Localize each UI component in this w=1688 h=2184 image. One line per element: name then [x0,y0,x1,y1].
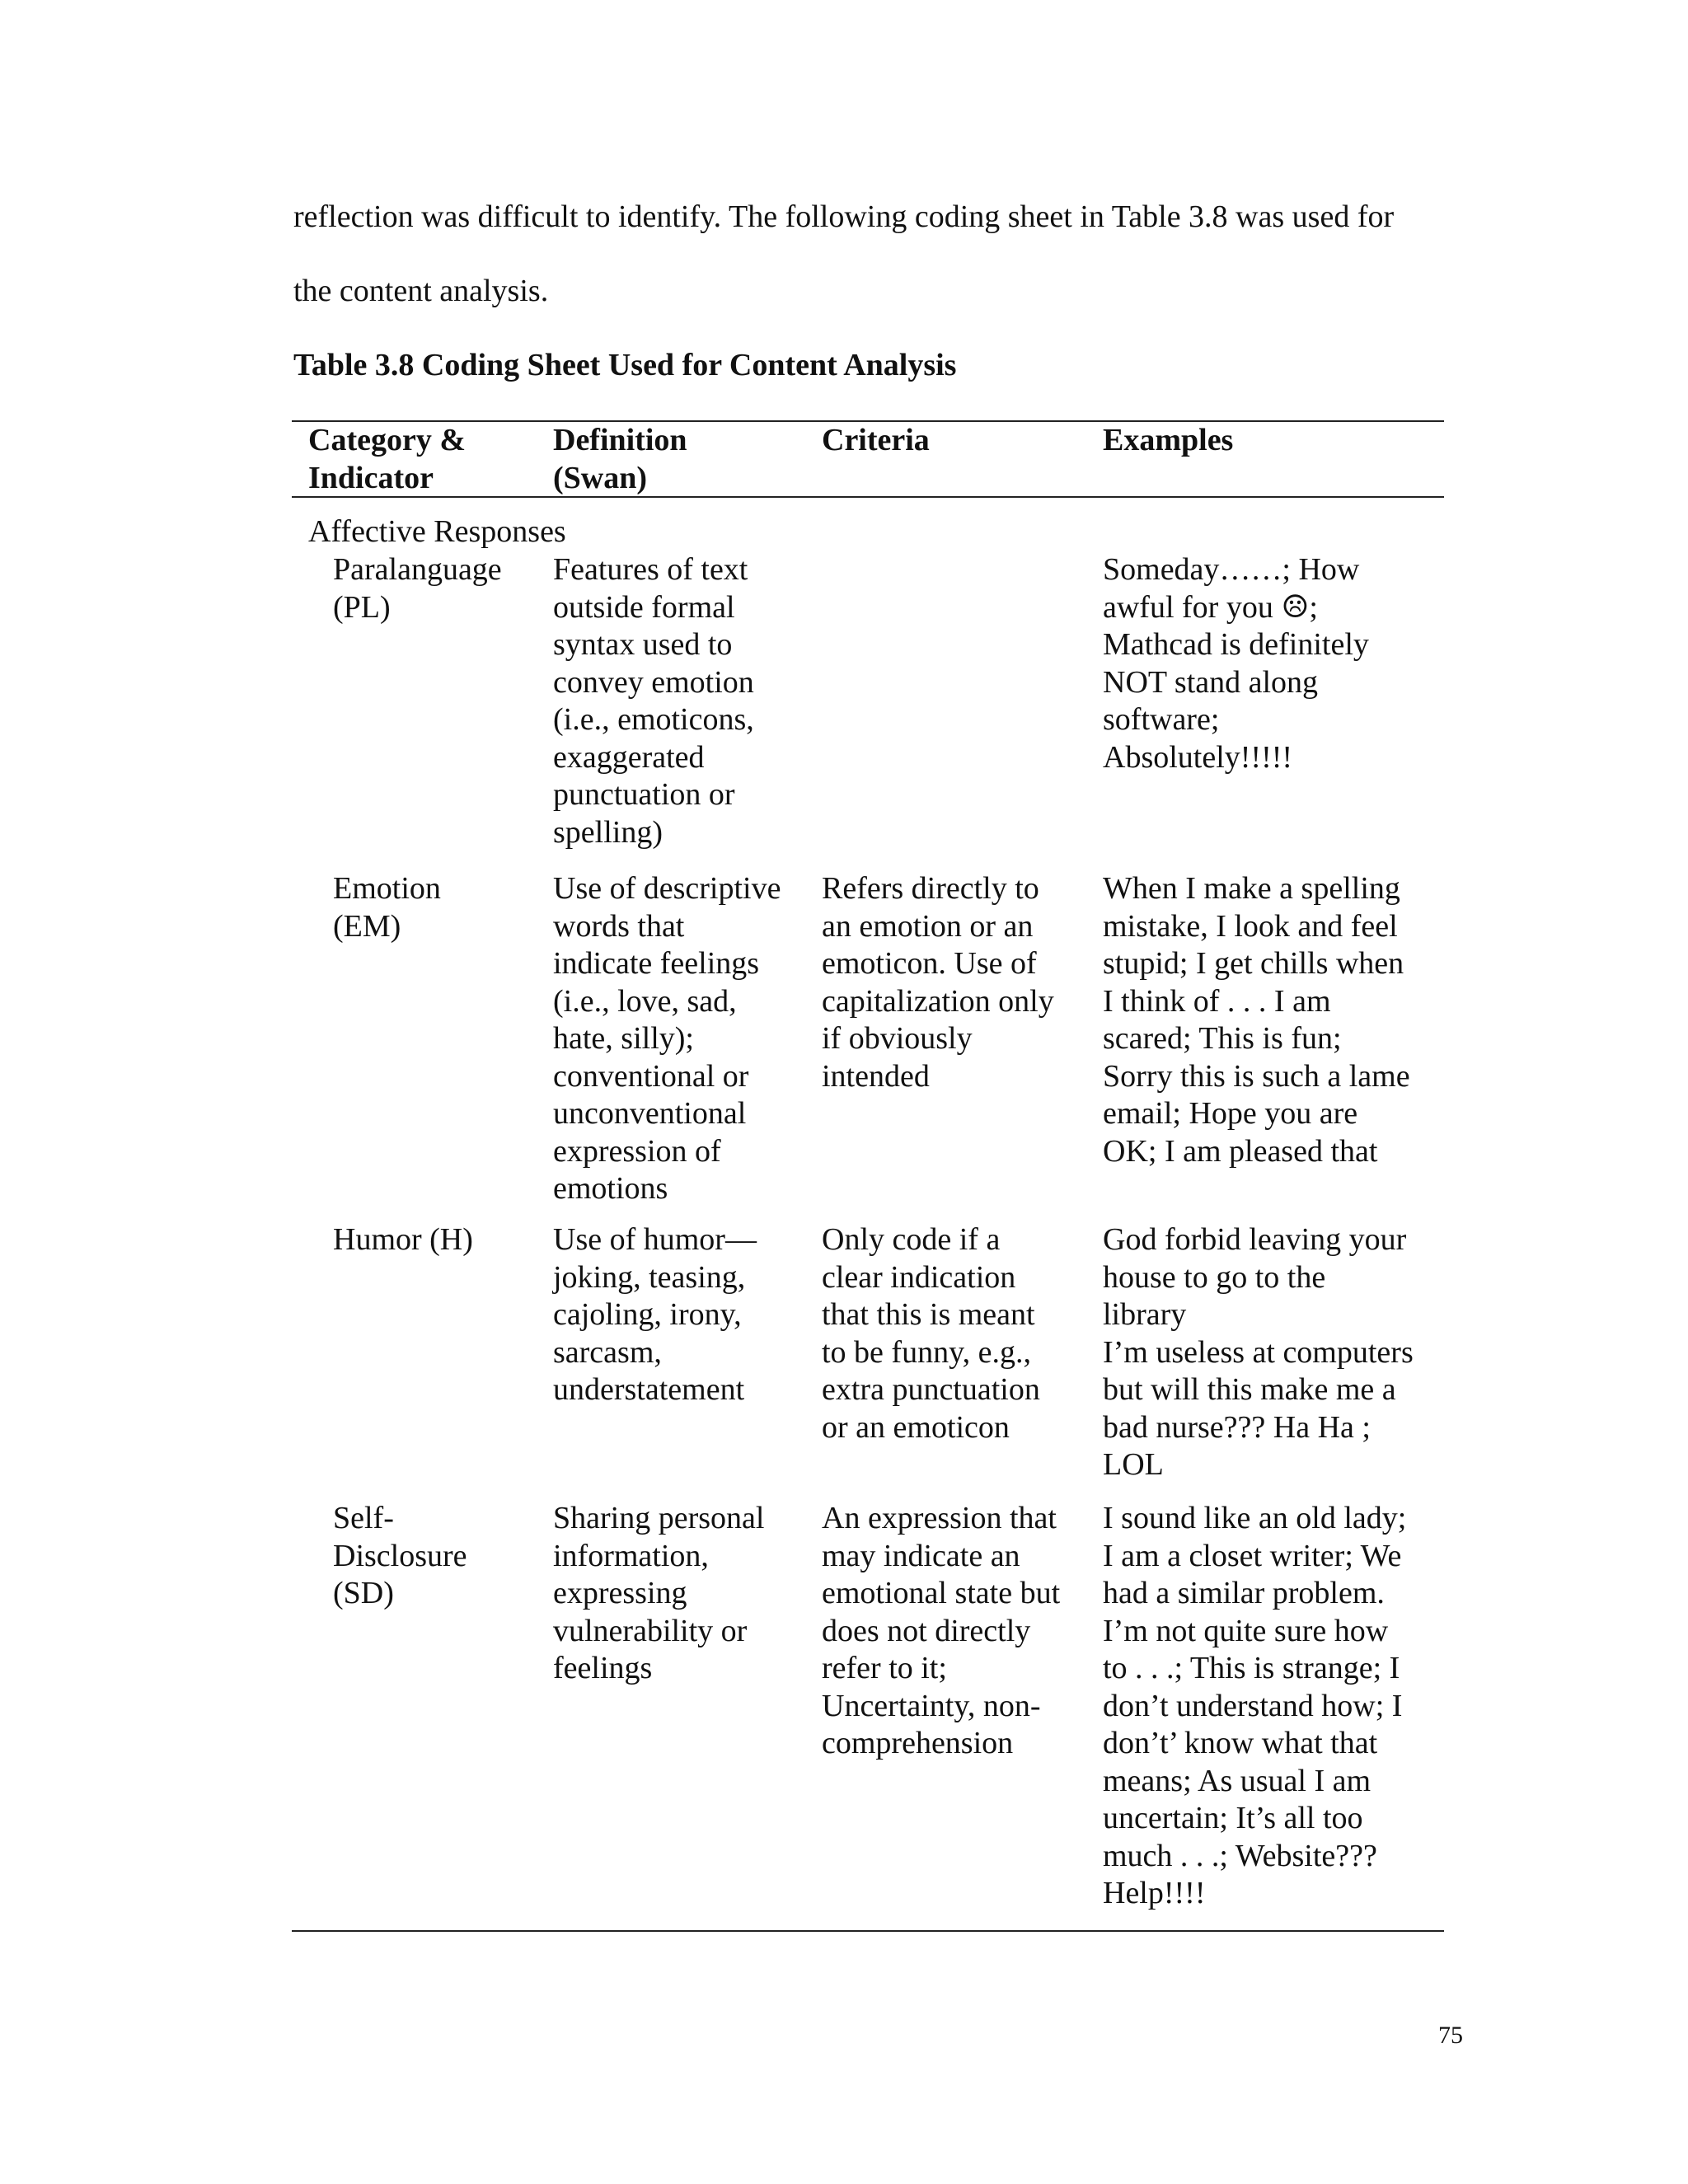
header-definition-line: (Swan) [553,460,648,495]
row-paralanguage-examples-line: awful for you ☹; [1103,589,1318,625]
row-paralanguage-definition-line: (i.e., emoticons, [553,702,754,737]
row-self-disclosure-examples-line: means; As usual I am [1103,1763,1372,1798]
row-paralanguage-examples-line: Absolutely!!!!! [1103,739,1293,775]
row-self-disclosure-definition-line: information, [553,1538,709,1573]
row-humor-examples-line: God forbid leaving your [1103,1222,1407,1257]
row-emotion-indicator-line: (EM) [333,908,401,944]
row-self-disclosure-examples-line: had a similar problem. [1103,1576,1385,1610]
row-humor-criteria-line: that this is meant [822,1297,1035,1332]
row-humor-criteria-line: extra punctuation [822,1372,1040,1407]
row-humor-definition [553,1221,757,1409]
row-humor-indicator [333,1221,473,1259]
row-emotion-definition-line: hate, silly); [553,1021,694,1056]
row-humor-indicator-line: Humor (H) [333,1222,473,1257]
row-emotion-examples-line: mistake, I look and feel [1103,908,1398,944]
row-self-disclosure-criteria-line: may indicate an [822,1538,1020,1573]
row-humor-examples-line: library [1103,1297,1187,1332]
row-paralanguage-indicator-line: (PL) [333,589,391,625]
row-emotion-definition-line: Use of descriptive [553,871,781,906]
table-bottom-rule [292,1930,1444,1932]
row-paralanguage-indicator-line: Paralanguage [333,552,502,587]
row-paralanguage-examples [1103,551,1369,776]
header-category-indicator-line: Category & [308,423,466,457]
row-self-disclosure-criteria-line: Uncertainty, non- [822,1688,1041,1723]
row-humor-criteria [822,1221,1040,1446]
page-number: 75 [1438,2022,1463,2049]
row-self-disclosure-definition-line: feelings [553,1651,653,1685]
row-self-disclosure-criteria [822,1500,1060,1763]
row-emotion-examples-line: scared; This is fun; [1103,1021,1342,1056]
row-self-disclosure-indicator [333,1500,467,1613]
row-paralanguage-definition-line: Features of text [553,552,748,587]
row-paralanguage-definition-line: outside formal [553,589,735,625]
row-humor-examples-line: bad nurse??? Ha Ha ; [1103,1409,1371,1445]
header-examples [1103,422,1233,460]
row-humor-definition-line: understatement [553,1372,745,1407]
row-emotion-examples [1103,870,1410,1170]
row-emotion-criteria-line: capitalization only [822,983,1054,1019]
row-humor-criteria-line: Only code if a [822,1222,1001,1257]
row-self-disclosure-examples-line: uncertain; It’s all too [1103,1801,1363,1835]
row-emotion-definition [553,870,781,1208]
row-humor-examples-line: I’m useless at computers [1103,1334,1414,1370]
row-paralanguage-examples-line: software; [1103,702,1220,737]
row-self-disclosure-examples-line: don’t understand how; I [1103,1688,1403,1723]
intro-text-line-1: reflection was difficult to identify. The following coding sheet in Table 3.8 was used for [293,199,1395,234]
row-paralanguage-definition-line: syntax used to [553,627,733,662]
row-emotion-definition-line: words that [553,908,685,944]
row-emotion-criteria-line: an emotion or an [822,908,1034,944]
header-category-indicator-line: Indicator [308,460,434,495]
row-emotion-examples-line: Sorry this is such a lame [1103,1058,1410,1094]
row-emotion-definition-line: emotions [553,1171,668,1206]
header-category-indicator [308,422,466,497]
row-humor-criteria-line: to be funny, e.g., [822,1334,1031,1370]
row-self-disclosure-indicator-line: (SD) [333,1576,394,1610]
row-self-disclosure-criteria-line: does not directly [822,1613,1031,1648]
row-self-disclosure-indicator-line: Disclosure [333,1538,467,1573]
row-emotion-criteria-line: intended [822,1058,930,1094]
row-self-disclosure-criteria-line: comprehension [822,1726,1014,1760]
row-self-disclosure-examples-line: I am a closet writer; We [1103,1538,1402,1573]
row-humor-examples-line: house to go to the [1103,1259,1326,1295]
row-humor-criteria-line: clear indication [822,1259,1016,1295]
row-emotion-indicator [333,870,441,945]
intro-text-line-2: the content analysis. [293,274,549,308]
row-self-disclosure-indicator-line: Self- [333,1501,394,1535]
row-emotion-definition-line: (i.e., love, sad, [553,983,737,1019]
row-self-disclosure-examples-line: don’t’ know what that [1103,1726,1378,1760]
row-paralanguage-examples-line: Mathcad is definitely [1103,627,1369,662]
row-paralanguage-definition [553,551,754,851]
row-paralanguage-definition-line: punctuation or [553,777,735,812]
row-emotion-criteria-line: emoticon. Use of [822,946,1037,981]
row-emotion-examples-line: OK; I am pleased that [1103,1133,1378,1169]
row-self-disclosure-examples [1103,1500,1406,1913]
header-criteria [822,422,930,460]
row-emotion-definition-line: conventional or [553,1058,749,1094]
row-self-disclosure-definition-line: expressing [553,1576,687,1610]
row-self-disclosure-examples-line: to . . .; This is strange; I [1103,1651,1400,1685]
row-humor-criteria-line: or an emoticon [822,1409,1010,1445]
row-paralanguage-examples-line: Someday……; How [1103,552,1360,587]
header-criteria-line: Criteria [822,423,930,457]
row-humor-definition-line: joking, teasing, [553,1259,746,1295]
row-emotion-examples-line: email; Hope you are [1103,1096,1358,1131]
row-self-disclosure-examples-line: Help!!!! [1103,1876,1206,1910]
row-humor-definition-line: Use of humor— [553,1222,757,1257]
row-self-disclosure-criteria-line: An expression that [822,1501,1057,1535]
table-caption: Table 3.8 Coding Sheet Used for Content Analysis [293,348,957,382]
row-self-disclosure-examples-line: much . . .; Website??? [1103,1838,1377,1873]
row-paralanguage-examples-line: NOT stand along [1103,664,1319,700]
row-self-disclosure-criteria-line: emotional state but [822,1576,1061,1610]
row-self-disclosure-examples-line: I sound like an old lady; [1103,1501,1407,1535]
row-humor-definition-line: cajoling, irony, [553,1297,742,1332]
row-emotion-criteria [822,870,1054,1095]
row-paralanguage-definition-line: convey emotion [553,664,754,700]
row-emotion-examples-line: stupid; I get chills when [1103,946,1404,981]
row-emotion-criteria-line: Refers directly to [822,871,1039,906]
row-emotion-criteria-line: if obviously [822,1021,973,1056]
row-emotion-definition-line: indicate feelings [553,946,760,981]
row-humor-examples [1103,1221,1414,1484]
row-emotion-definition-line: expression of [553,1133,721,1169]
row-humor-definition-line: sarcasm, [553,1334,662,1370]
header-definition [553,422,687,497]
row-humor-examples-line: LOL [1103,1447,1164,1482]
row-self-disclosure-definition-line: Sharing personal [553,1501,765,1535]
row-emotion-definition-line: unconventional [553,1096,747,1131]
row-humor-examples-line: but will this make me a [1103,1372,1396,1407]
row-paralanguage-indicator [333,551,502,626]
row-self-disclosure-definition [553,1500,764,1688]
row-self-disclosure-definition-line: vulnerability or [553,1613,748,1648]
row-self-disclosure-examples-line: I’m not quite sure how [1103,1613,1389,1648]
header-definition-line: Definition [553,423,687,457]
row-emotion-indicator-line: Emotion [333,871,441,906]
row-paralanguage-definition-line: exaggerated [553,739,705,775]
row-emotion-examples-line: I think of . . . I am [1103,983,1331,1019]
header-examples-line: Examples [1103,423,1234,457]
row-self-disclosure-criteria-line: refer to it; [822,1651,947,1685]
row-paralanguage-definition-line: spelling) [553,814,663,850]
section-affective-responses: Affective Responses [308,514,566,549]
row-emotion-examples-line: When I make a spelling [1103,871,1400,906]
